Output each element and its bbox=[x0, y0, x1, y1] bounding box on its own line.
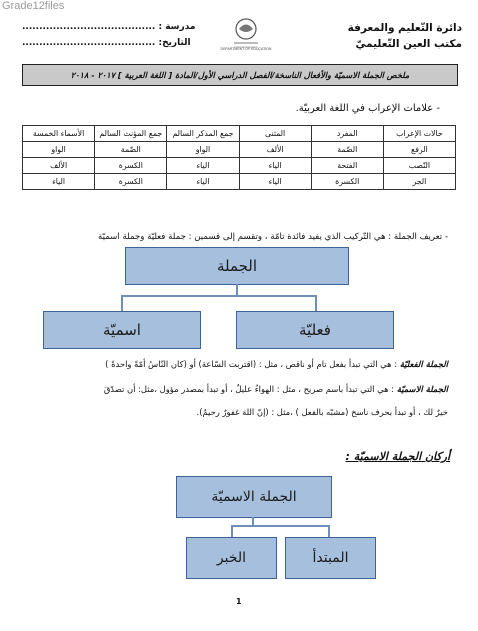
diagram-connector bbox=[121, 295, 316, 297]
table-header-cell: جمع المذكر السالم bbox=[167, 126, 239, 142]
section-title-nominal-pillars: أركان الجملة الاسميّة : bbox=[345, 450, 450, 463]
table-row bbox=[23, 158, 456, 174]
table-cell: الضّمة bbox=[95, 142, 167, 158]
page-number: 1 bbox=[236, 597, 242, 606]
nominal-sentence-definition bbox=[104, 384, 448, 394]
table-cell: الجر bbox=[383, 174, 455, 190]
diagram2-subject-box bbox=[285, 537, 376, 579]
table-row bbox=[23, 142, 456, 158]
table-header-cell: الأسماء الخمسة bbox=[23, 126, 95, 142]
table-cell: الضّمة bbox=[311, 142, 383, 158]
logo-caption: DEPARTMENT OF EDUCATION bbox=[220, 47, 272, 51]
diagram2-root-box bbox=[176, 476, 332, 518]
table-header-cell: جمع المؤنث السالم bbox=[95, 126, 167, 142]
section-title-marks: علامات الإعراب في اللغة العربيّة. bbox=[295, 103, 434, 114]
nominal-text-continued: خيرٌ لك ، أو تبدأ بحرف ناسخ (مشبّه بالفعل ) ،مثل : (إنّ اللهَ غفورٌ رحيمٌ). bbox=[196, 407, 448, 417]
nominal-text: : هي التي تبدأ باسم صريح ، مثل : الهواءُ عليلٌ ، أو تبدأ بمصدر مؤول ،مثل: أن تصدّقَ bbox=[103, 384, 395, 394]
diagram-verbal-label: فعليّة bbox=[299, 321, 331, 339]
table-header-cell: المثنى bbox=[239, 126, 311, 142]
banner-text: ملخص الجملة الاسميّة والأفعال الناسخة/الفصل الدراسي الأول/المادة [ اللغة العربية ] ٢٠١٧ - ٢٠١٨ bbox=[70, 70, 410, 80]
table-header-row bbox=[23, 126, 456, 142]
diagram-nominal-label: اسميّة bbox=[103, 321, 141, 339]
diagram2-predicate-box bbox=[186, 537, 277, 579]
diagram-verbal-box bbox=[236, 311, 394, 349]
diagram2-subject-label: المبتدأ bbox=[312, 550, 349, 566]
diagram-connector bbox=[231, 525, 233, 537]
table-cell: الكسرة bbox=[311, 174, 383, 190]
table-cell: الواو bbox=[23, 142, 95, 158]
table-cell: الألف bbox=[239, 142, 311, 158]
table-header-cell: المفرد bbox=[311, 126, 383, 142]
verbal-sentence-definition bbox=[105, 359, 448, 369]
verbal-term: الجملة الفعليّة bbox=[399, 359, 448, 369]
irab-marks-table bbox=[22, 125, 456, 190]
table-cell: الياء bbox=[167, 174, 239, 190]
section-bullet-2: - تعريف الجملة : هي التّركيب الذي يفيد فائدة تامّة ، وتقسم إلى قسمين : جملة فعليّة وجملة اسميّة bbox=[98, 232, 448, 242]
date-label: التاريخ: ....................................... bbox=[22, 38, 191, 48]
diagram2-predicate-label: الخبر bbox=[216, 550, 247, 566]
watermark: Grade12files bbox=[2, 0, 65, 12]
ministry-logo bbox=[220, 16, 272, 54]
table-cell: الياء bbox=[167, 158, 239, 174]
verbal-text: : هي التي تبدأ بفعل تام أو ناقص ، مثل : (اقتربت السّاعة) أو (كان النّاسُ أمّةً واحدةً ) bbox=[105, 359, 398, 369]
diagram-connector bbox=[328, 525, 330, 537]
table-cell: الفتحة bbox=[311, 158, 383, 174]
table-cell: الواو bbox=[167, 142, 239, 158]
nominal-definition-continued bbox=[197, 407, 448, 417]
table-row bbox=[23, 174, 456, 190]
table-cell: الياء bbox=[239, 174, 311, 190]
section-bullet-1: - علامات الإعراب في اللغة العربيّة. bbox=[295, 103, 440, 114]
diagram-root-label: الجملة bbox=[216, 257, 258, 275]
nominal-term: الجملة الاسميّة bbox=[396, 384, 448, 394]
school-label: مدرسة : ....................................... bbox=[22, 22, 196, 32]
table-cell: النّصب bbox=[383, 158, 455, 174]
sentence-definition: تعريف الجملة : هي التّركيب الذي يفيد فائدة تامّة ، وتقسم إلى قسمين : جملة فعليّة وجملة اسميّة bbox=[98, 232, 443, 242]
title-banner bbox=[22, 64, 458, 86]
table-cell: الألف bbox=[23, 158, 95, 174]
diagram-connector bbox=[121, 295, 123, 311]
table-cell: الكسرة bbox=[95, 174, 167, 190]
department-title: دائرة التّعليم والمعرفة bbox=[347, 22, 462, 34]
table-cell: الياء bbox=[239, 158, 311, 174]
diagram-connector bbox=[231, 525, 329, 527]
diagram-root-sentence bbox=[125, 247, 349, 285]
diagram-connector bbox=[315, 295, 317, 311]
table-cell: الياء bbox=[23, 174, 95, 190]
table-header-cell: حالات الإعراب bbox=[383, 126, 455, 142]
table-cell: الكسرة bbox=[95, 158, 167, 174]
diagram-nominal-box bbox=[43, 311, 201, 349]
diagram2-root-label: الجملة الاسميّة bbox=[211, 489, 297, 505]
table-cell: الرفع bbox=[383, 142, 455, 158]
office-title: مكتب العين التّعليميّ bbox=[355, 38, 462, 50]
